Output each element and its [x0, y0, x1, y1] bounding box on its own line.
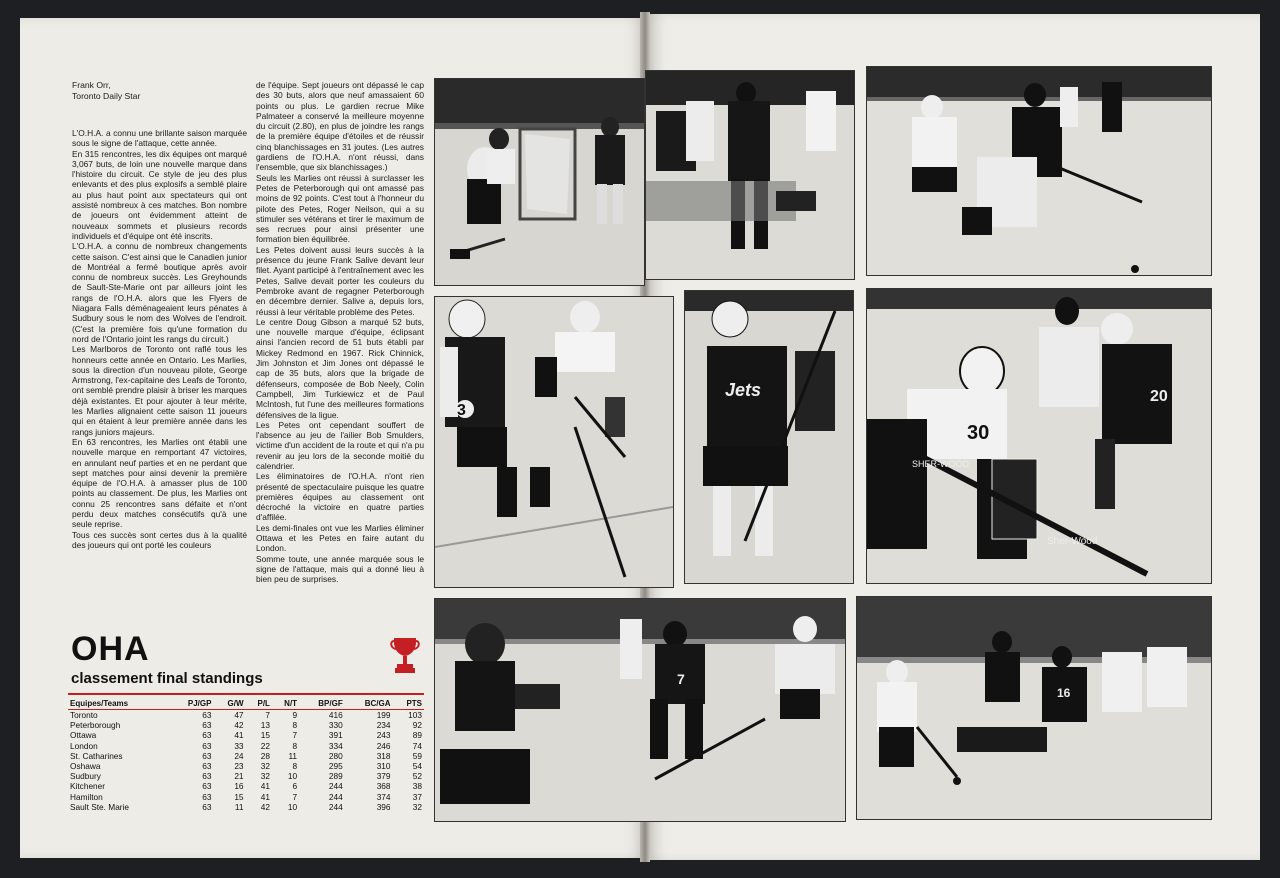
stat-cell: 92 [412, 720, 422, 731]
stat-cell: 280 [328, 750, 343, 761]
standings-row [68, 720, 424, 730]
stat-cell: 54 [412, 761, 422, 772]
standings-box [68, 630, 424, 820]
standings-row [68, 781, 424, 791]
stat-cell: 379 [376, 771, 391, 782]
article-column-1 [72, 128, 247, 550]
stat-cell: 38 [412, 781, 422, 792]
col-header: PTS [406, 698, 422, 708]
stat-cell: 63 [202, 791, 212, 802]
stat-cell: 32 [260, 761, 270, 772]
goalie-number: 30 [967, 422, 990, 444]
stat-cell: 7 [292, 791, 298, 802]
team-name: Toronto [70, 710, 98, 720]
col-header: Equipes/Teams [70, 698, 129, 708]
standings-subtitle: classement final standings [71, 670, 263, 687]
stat-cell: 330 [328, 720, 343, 731]
stat-cell: 396 [376, 801, 391, 812]
standings-row [68, 751, 424, 761]
photo-leafs-rush [856, 596, 1212, 820]
photo-goalie-crouch-and-players [434, 598, 846, 822]
stat-cell: 24 [234, 750, 244, 761]
col-header: BP/GF [318, 698, 343, 708]
photo-goal-crease-scramble [434, 78, 645, 286]
standings-table [68, 697, 424, 812]
stat-cell: 16 [234, 781, 244, 792]
photo-players-battle [434, 296, 674, 588]
team-name: Hamilton [70, 791, 103, 802]
standings-row [68, 761, 424, 771]
stat-cell: 416 [328, 710, 343, 720]
stat-cell: 374 [376, 791, 391, 802]
team-name: Sudbury [70, 771, 101, 782]
article-column-2 [256, 80, 424, 585]
stat-cell: 22 [260, 740, 270, 751]
paragraph: En 63 rencontres, les Marlies ont établi une nouvelle marque en remportant 47 victoires, en annulant neuf parties et en ne perdant que sept matches pour ainsi devenir la première équipe de l'O.H.A. à amasser plus de 100 points au classement. De plus, les Marlies ont connu 25 rencontres sans défaite et n'ont perdu deux matches consécutifs qu'à une seule reprise. [72, 436, 247, 530]
stat-cell: 13 [260, 720, 270, 731]
player-number: 20 [1150, 388, 1168, 405]
stat-cell: 59 [412, 750, 422, 761]
stat-cell: 310 [376, 761, 391, 772]
paragraph: Les Petes ont cependant souffert de l'absence au jeu de l'ailier Bob Smulders, victime d'un accident de la route et qui n'a pu revenir au jeu lors de la seconde moitié du calendrier. [256, 419, 424, 471]
stat-cell: 63 [202, 740, 212, 751]
paragraph: En 315 rencontres, les dix équipes ont marqué 3,067 buts, de loin une nouvelle marque dans l'histoire du circuit. Ce style de jeu des plus enlevants et des plus explosifs a semblé plaire au plus haut point aux spectateurs qui ont assisté nombreux à ces matches. Bon nombre de joueurs ont évidemment atteint de nouveaux sommets et plusieurs records individuels et d'équipe ont été inscrits. [72, 148, 247, 241]
stat-cell: 63 [202, 720, 212, 731]
stat-cell: 244 [328, 791, 343, 802]
byline-author: Frank Orr, [72, 80, 111, 90]
paragraph: L'O.H.A. a connu de nombreux changements cette saison. C'est ainsi que le Canadien junior de Montréal a fermé boutique après avoir connu de nombreux succès. Les Greyhounds de Sault-Ste-Marie ont par ailleurs joint les rangs de l'O.H.A. alors que les Flyers de Niagara Falls déménageaient leurs pénates à Sudbury sous le nom des Wolves de l'endroit. (C'est la première fois qu'une formation du nord de l'Ontario joint les rangs du circuit.) [72, 241, 247, 344]
standings-row [68, 792, 424, 802]
stat-cell: 63 [202, 730, 212, 741]
stat-cell: 63 [202, 710, 212, 720]
photo-jets-player [684, 290, 854, 584]
paragraph: Les demi-finales ont vue les Marlies éliminer Ottawa et les Petes en faire autant du London. [256, 522, 424, 554]
stick-brand-2: Sher-Wood [1047, 536, 1098, 547]
standings-title: OHA [71, 630, 150, 668]
stat-cell: 8 [292, 740, 298, 751]
stat-cell: 103 [408, 710, 422, 720]
photo-goalie-save [866, 288, 1212, 584]
stat-cell: 234 [376, 720, 391, 731]
stat-cell: 63 [202, 781, 212, 792]
stat-cell: 15 [260, 730, 270, 741]
stat-cell: 15 [234, 791, 244, 802]
team-name: Oshawa [70, 761, 101, 772]
stat-cell: 10 [287, 801, 298, 812]
svg-text:3: 3 [457, 402, 466, 419]
stat-cell: 11 [288, 750, 298, 761]
stat-cell: 42 [234, 720, 244, 731]
standings-header-row [68, 697, 424, 710]
stat-cell: 246 [376, 740, 391, 751]
byline-paper: Toronto Daily Star [72, 91, 141, 101]
stat-cell: 47 [234, 710, 244, 720]
col-header: P/L [257, 698, 270, 708]
col-header: BC/GA [364, 698, 391, 708]
team-name: Kitchener [70, 781, 106, 792]
jersey-jets-text: Jets [725, 380, 762, 400]
standings-row [68, 771, 424, 781]
stat-cell: 63 [202, 761, 212, 772]
paragraph: Somme toute, une année marquée sous le signe de l'attaque, mais qui a donné lieu à bien peu de surprises. [256, 553, 424, 585]
stat-cell: 391 [328, 730, 343, 741]
paragraph: Les éliminatoires de l'O.H.A. n'ont rien présenté de spectaculaire puisque les quatre premières équipes au classement ont décroché la victoire en quatre parties d'affilée. [256, 471, 424, 523]
team-name: Peterborough [70, 720, 121, 731]
stat-cell: 89 [412, 730, 422, 741]
stat-cell: 7 [265, 710, 270, 720]
trophy-icon [390, 636, 420, 674]
stick-brand-1: SHER-WOOD [912, 459, 969, 469]
team-name: Ottawa [70, 730, 97, 741]
player-number-16: 16 [1057, 686, 1071, 700]
paragraph: de l'équipe. Sept joueurs ont dépassé le cap des 30 buts, alors que neuf amassaient 60 points ou plus. Le gardien recrue Mike Palmateer a conservé la meilleure moyenne du circuit (2.80), en plus de joindre les rangs de la première équipe d'étoiles et de réussir cinq blanchissages en 31 joutes. (Les autres gardiens de l'O.H.A. n'ont réussi, dans l'ensemble, que six blanchissages.) [256, 80, 424, 173]
stat-cell: 23 [234, 761, 244, 772]
stat-cell: 244 [328, 781, 343, 792]
paragraph: Tous ces succès sont certes dus à la qualité des joueurs qui ont porté les couleurs [72, 529, 247, 550]
stat-cell: 8 [292, 761, 298, 772]
stat-cell: 28 [260, 750, 270, 761]
stat-cell: 63 [202, 750, 212, 761]
team-name: London [70, 740, 98, 751]
stat-cell: 9 [292, 710, 298, 720]
stat-cell: 74 [412, 740, 422, 751]
stat-cell: 6 [292, 781, 298, 792]
photo-pileup-goal [645, 70, 855, 280]
stat-cell: 63 [202, 801, 212, 812]
stat-cell: 295 [328, 761, 343, 772]
col-header: PJ/GP [187, 698, 212, 708]
stat-cell: 243 [376, 730, 391, 741]
stat-cell: 32 [412, 801, 422, 812]
paragraph: Seuls les Marlies ont réussi à surclasser les Petes de Peterborough qui ont amassé pas moins de 92 points. C'est tout à l'honneur du pilote des Petes, Roger Neilson, qui a su stimuler ses vétérans et tirer le maximum de ses recrues pour ainsi présenter une formation bien équilibrée. [256, 172, 424, 245]
col-header: G/W [227, 698, 244, 708]
standings-row [68, 710, 424, 721]
stat-cell: 41 [260, 781, 270, 792]
stat-cell: 32 [260, 771, 270, 782]
stat-cell: 42 [260, 801, 270, 812]
stat-cell: 21 [234, 771, 244, 782]
stat-cell: 199 [376, 710, 391, 720]
standings-row [68, 741, 424, 751]
paragraph: Les Petes doivent aussi leurs succès à la présence du jeune Frank Salive devant leur filet. Ayant participé à l'entraînement avec les Petes, Salive devait porter les couleurs du Pembroke avant de regagner Peterborough en décembre dernier. Salive a, depuis lors, réussi à leur véritable problème des Petes. [256, 244, 424, 317]
byline [72, 80, 140, 102]
stat-cell: 41 [234, 730, 244, 741]
stat-cell: 334 [328, 740, 343, 751]
standings-row [68, 802, 424, 812]
paragraph: Le centre Doug Gibson a marqué 52 buts, une nouvelle marque d'équipe, éclipsant ainsi l'ancien record de 51 buts établi par Mickey Redmond en 1967. Rick Chinnick, Jim Johnston et Jim Jones ont dépassé le cap de 35 buts, alors que la brigade de défenseurs, composée de Bob Neely, Colin Campbell, Jim Turkiewicz et de Paul McIntosh, fut l'une des meilleures formations défensives de la ligue. [256, 316, 424, 420]
team-name: Sault Ste. Marie [70, 801, 130, 812]
stat-cell: 52 [412, 771, 422, 782]
stat-cell: 368 [376, 781, 391, 792]
paragraph: L'O.H.A. a connu une brillante saison marquée sous le signe de l'attaque, cette année. [72, 128, 247, 149]
stat-cell: 63 [202, 771, 212, 782]
stat-cell: 33 [234, 740, 244, 751]
stat-cell: 7 [292, 730, 298, 741]
stat-cell: 289 [328, 771, 343, 782]
red-rule [68, 693, 424, 695]
stat-cell: 244 [328, 801, 343, 812]
col-header: N/T [284, 698, 298, 708]
stat-cell: 11 [234, 801, 244, 812]
stat-cell: 8 [292, 720, 298, 731]
stat-cell: 41 [260, 791, 270, 802]
team-name: St. Catharines [70, 750, 123, 761]
paragraph: Les Marlboros de Toronto ont raflé tous les honneurs cette année en Ontario. Les Marlies, sous la direction d'un nouveau pilote, George Armstrong, l'ex-capitaine des Leafs de Toronto, ont semblé prendre plaisir à briser les marques déjà existantes. Et pour ajouter à leur mérite, les Marlies alignaient cette saison 11 joueurs qui en étaient à leur première année dans les rangs juniors majeurs. [72, 344, 247, 437]
standings-row [68, 730, 424, 740]
stat-cell: 318 [376, 750, 391, 761]
stat-cell: 10 [287, 771, 298, 782]
player-number-7: 7 [677, 671, 685, 687]
stat-cell: 37 [412, 791, 422, 802]
photo-leafs-goalie-scrum [866, 66, 1212, 276]
